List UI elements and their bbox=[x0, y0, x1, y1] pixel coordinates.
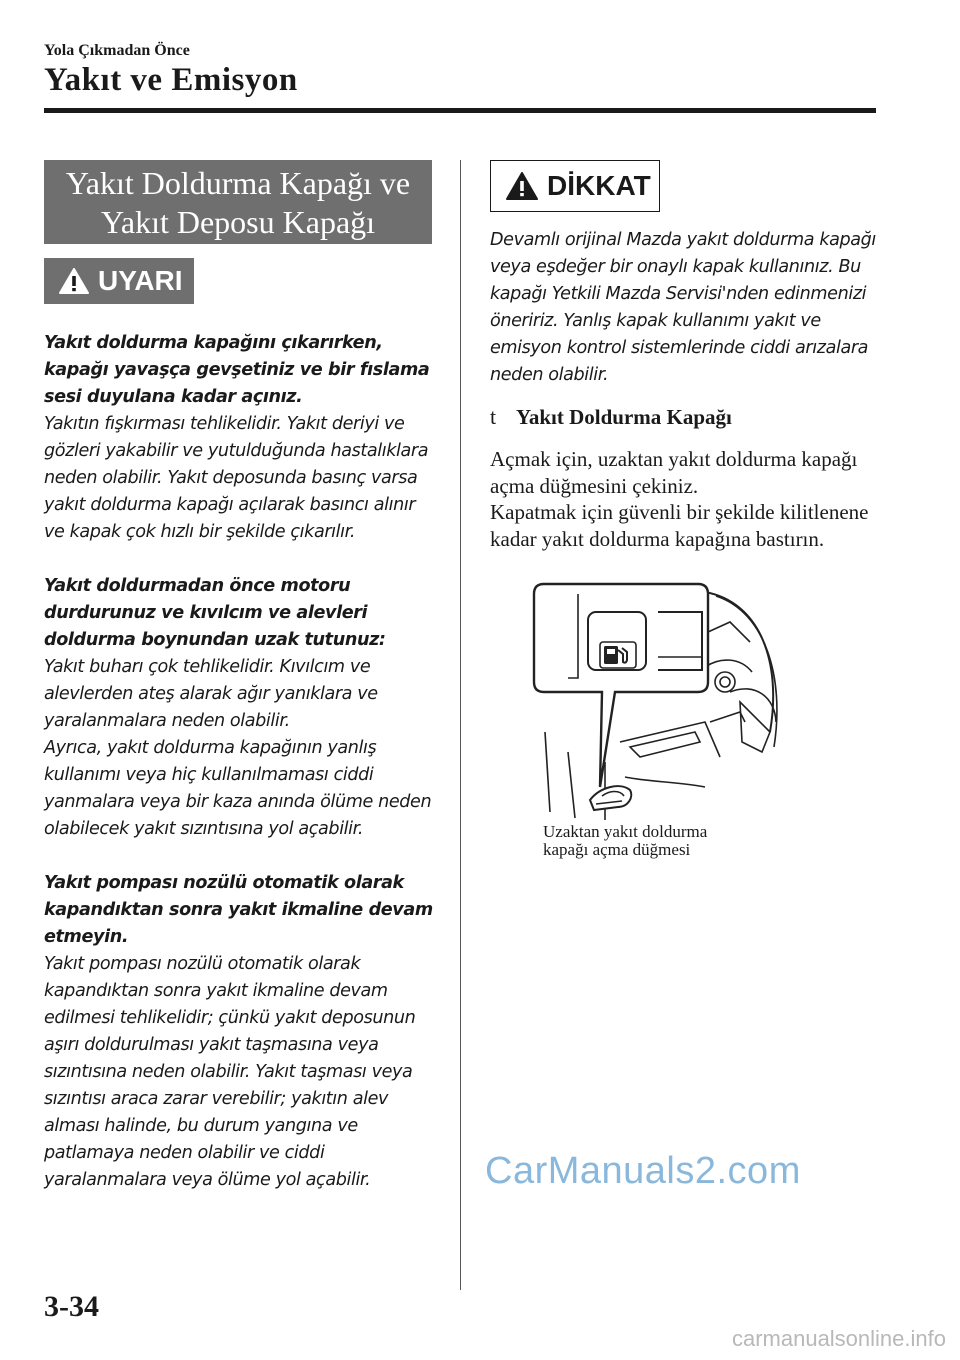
caution-label: DİKKAT bbox=[547, 170, 651, 201]
header-rule bbox=[44, 108, 876, 113]
page-title: Yakıt ve Emisyon bbox=[44, 62, 298, 98]
warning-triangle-icon bbox=[505, 171, 539, 201]
warning-body-1: Yakıtın fışkırması tehlikelidir. Yakıt deriyi ve gözleri yakabilir ve yutulduğunda hastalıklara neden olabilir. Yakıt deposunda basınç varsa yakıt doldurma kapağı açılarak basıncı alınır ve kapak çok hızlı bir şekilde çıkarılır. bbox=[44, 414, 429, 542]
fuel-lid-release-illustration bbox=[530, 582, 780, 822]
subsection-paragraph-2: Kapatmak için güvenli bir şekilde kilitlenene kadar yakıt doldurma kapağına bastırın. bbox=[490, 500, 869, 551]
subsection-bullet: t bbox=[490, 404, 497, 429]
warning-heading-2: Yakıt doldurmadan önce motoru durdurunuz ve kıvılcım ve alevleri doldurma boynundan uzak tutunuz: bbox=[44, 576, 386, 650]
warning-heading-1: Yakıt doldurma kapağını çıkarırken, kapağı yavaşça gevşetiniz ve bir fıslama sesi duyulana kadar açınız. bbox=[44, 333, 430, 407]
warning-label: UYARI bbox=[98, 265, 183, 296]
column-divider bbox=[460, 160, 461, 1290]
warning-body-3: Yakıt pompası nozülü otomatik olarak kapandıktan sonra yakıt ikmaline devam edilmesi tehlikelidir; çünkü yakıt deposunun aşırı doldurulması yakıt taşmasına veya sızıntısına neden olabilir. Yakıt taşması veya sızıntısı araca zarar verebilir; yakıtın alev alması halinde, bu durum yangına ve patlamaya neden olabilir ve ciddi yaralanmalara veya ölüme yol açabilir. bbox=[44, 954, 416, 1190]
warning-text bbox=[44, 330, 439, 1194]
warning-body-2: Yakıt buharı çok tehlikelidir. Kıvılcım ve alevlerden ateş alarak ağır yanıklara ve yaralanmalara neden olabilir. bbox=[44, 657, 378, 731]
warning-triangle-icon bbox=[58, 267, 90, 295]
subsection-title: Yakıt Doldurma Kapağı bbox=[516, 405, 732, 429]
figure-caption-line1: Uzaktan yakıt doldurma bbox=[543, 822, 708, 841]
warning-badge bbox=[44, 258, 194, 304]
warning-body-2b: Ayrıca, yakıt doldurma kapağının yanlış kullanımı veya hiç kullanılmaması ciddi yanmalara veya bir kaza anında ölüme neden olabilecek yakıt sızıntısına yol açabilir. bbox=[44, 738, 432, 839]
subsection-body bbox=[490, 446, 890, 552]
subsection-paragraph-1: Açmak için, uzaktan yakıt doldurma kapağı açma düğmesini çekiniz. bbox=[490, 447, 858, 498]
chapter-label: Yola Çıkmadan Önce bbox=[44, 42, 190, 59]
footer-source: carmanualsonline.info bbox=[731, 1326, 946, 1351]
section-title-box bbox=[44, 160, 432, 244]
watermark: CarManuals2.com bbox=[485, 1150, 801, 1192]
figure-caption-line2: kapağı açma düğmesi bbox=[543, 840, 691, 859]
page-number: 3-34 bbox=[44, 1290, 99, 1323]
section-title-line2: Yakıt Deposu Kapağı bbox=[100, 204, 376, 240]
fuel-pump-icon bbox=[604, 646, 627, 664]
caution-body: Devamlı orijinal Mazda yakıt doldurma kapağı veya eşdeğer bir onaylı kapak kullanınız. Bu kapağı Yetkili Mazda Servisi'nden edinmenizi öneririz. Yanlış kapak kullanımı yakıt ve emisyon kontrol sistemlerinde ciddi arızalara neden olabilir. bbox=[490, 230, 876, 385]
subsection-heading bbox=[490, 404, 732, 430]
section-title-line1: Yakıt Doldurma Kapağı ve bbox=[65, 165, 411, 201]
caution-text bbox=[490, 227, 890, 389]
caution-badge bbox=[490, 160, 660, 212]
figure-caption bbox=[543, 823, 803, 859]
warning-heading-3: Yakıt pompası nozülü otomatik olarak kapandıktan sonra yakıt ikmaline devam etmeyin. bbox=[44, 873, 433, 947]
